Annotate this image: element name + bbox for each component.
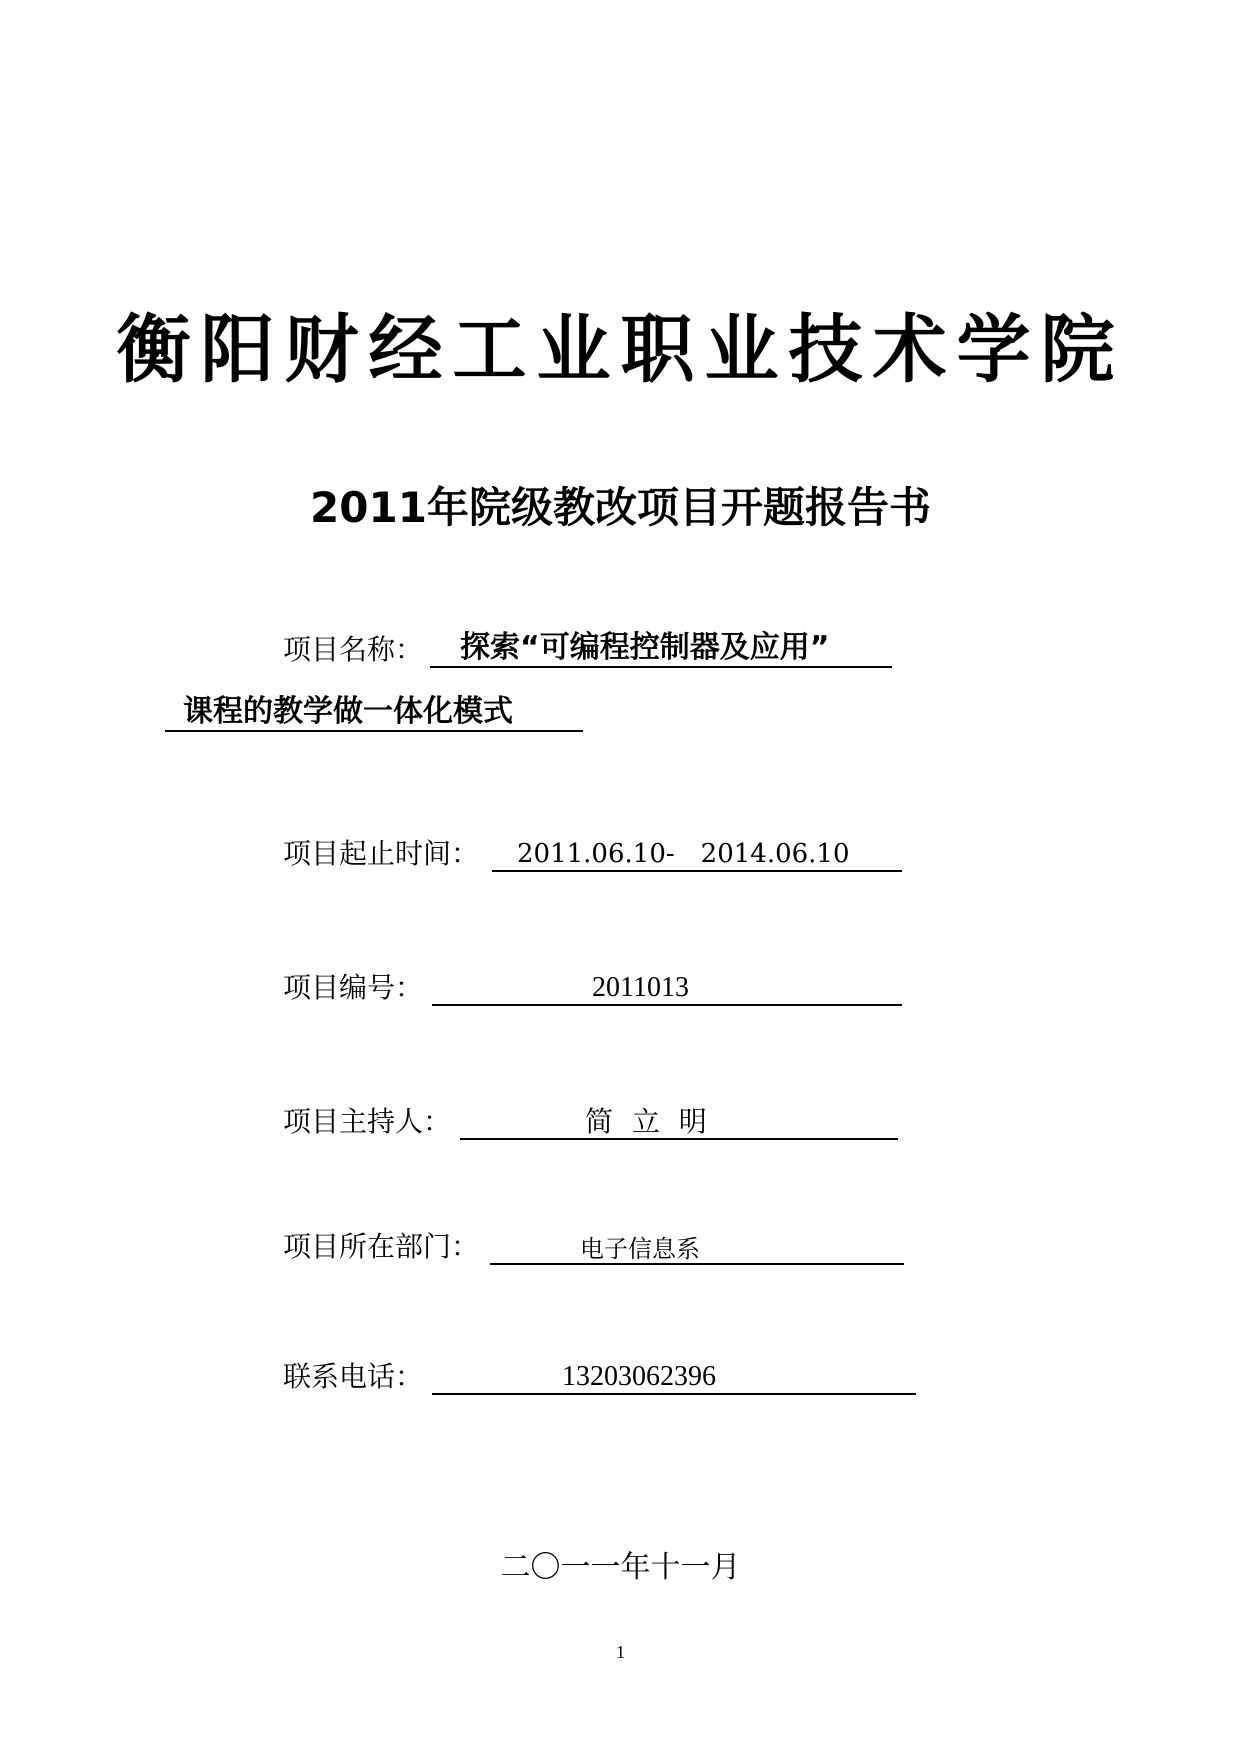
phone-label: 联系电话： (283, 1360, 424, 1393)
page-number: 1 (616, 1642, 625, 1662)
project-number-label: 项目编号： (283, 971, 424, 1004)
host-label: 项目主持人： (283, 1105, 452, 1138)
department-value: 电子信息系 (580, 1235, 700, 1263)
institution-name: 衡阳财经工业职业技术学院 (116, 307, 1125, 393)
period-label: 项目起止时间： (283, 837, 480, 870)
report-date: 二〇一一年十一月 (500, 1550, 741, 1585)
phone-value: 13203062396 (562, 1361, 716, 1392)
department-label: 项目所在部门： (283, 1230, 480, 1263)
report-title: 2011年院级教改项目开题报告书 (310, 483, 931, 532)
period-value: 2011.06.10- 2014.06.10 (517, 839, 850, 869)
project-number-value: 2011013 (592, 972, 689, 1003)
host-value: 简 立 明 (585, 1105, 707, 1138)
project-name-label: 项目名称： (283, 633, 424, 666)
project-name-value-line1: 探索“可编程控制器及应用” (460, 630, 830, 665)
project-name-value-line2: 课程的教学做一体化模式 (183, 694, 513, 729)
